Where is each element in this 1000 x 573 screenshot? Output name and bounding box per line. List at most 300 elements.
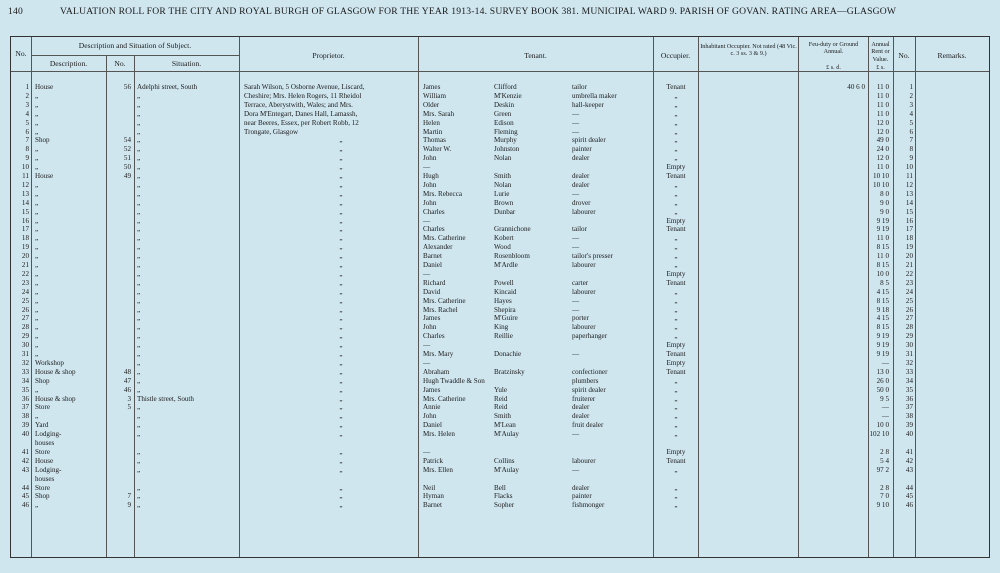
- row-number: 11: [22, 172, 29, 180]
- annual-rent-cell: 97 2: [876, 465, 889, 474]
- situation-cell: „: [137, 198, 141, 207]
- street-number-cell: 52: [123, 145, 131, 154]
- roll-row: [11, 181, 989, 190]
- annual-rent-cell: 26 0: [876, 376, 889, 385]
- description-cell: House: [35, 456, 54, 465]
- occupier-cell: „: [674, 287, 678, 296]
- annual-rent-cell: 8 15: [876, 243, 889, 252]
- tenant-surname: Edison: [494, 118, 514, 127]
- occupier-cell: „: [674, 91, 678, 100]
- situation-cell: „: [137, 163, 141, 172]
- occupier-cell: Tenant: [666, 456, 686, 465]
- proprietor-cell: „: [339, 269, 343, 278]
- tenant-occupation: dealer: [572, 154, 590, 163]
- row-number: 46: [21, 501, 29, 510]
- occupier-cell: „: [674, 296, 678, 305]
- occupier-cell: „: [674, 483, 678, 492]
- description-cell: Lodging-: [35, 430, 62, 439]
- roll-row: [11, 350, 989, 359]
- tenant-occupation: —: [572, 127, 580, 136]
- row-number: 31: [21, 350, 29, 358]
- row-number-right: 37: [905, 403, 913, 412]
- occupier-cell: „: [674, 305, 678, 314]
- roll-row: [11, 484, 989, 493]
- tenant-occupation: dealer: [572, 172, 590, 180]
- situation-cell: „: [137, 225, 141, 234]
- tenant-surname: Grannichone: [494, 225, 531, 234]
- tenant-forename: Charles: [423, 225, 445, 234]
- roll-row: [11, 119, 989, 128]
- occupier-cell: Tenant: [666, 367, 686, 376]
- occupier-cell: Tenant: [666, 83, 686, 91]
- proprietor-cell: „: [339, 358, 343, 367]
- description-cell: Shop: [35, 376, 50, 385]
- roll-row: [11, 359, 989, 368]
- proprietor-cell: „: [339, 421, 343, 430]
- description-cell: „: [35, 163, 39, 172]
- roll-row: [11, 145, 989, 154]
- roll-row: [11, 412, 989, 421]
- row-number: 33: [21, 367, 29, 376]
- row-number-right: 4: [909, 109, 913, 118]
- row-number: 4: [25, 109, 29, 118]
- annual-rent-cell: 8 15: [876, 296, 889, 305]
- row-number: 30: [21, 341, 29, 350]
- proprietor-line: Cheshire; Mrs. Helen Rogers, 11 Rheidol: [244, 91, 362, 100]
- tenant-forename: Hugh: [423, 172, 439, 180]
- proprietor-cell: „: [339, 154, 343, 163]
- roll-row: [11, 261, 989, 270]
- tenant-forename: Patrick: [423, 456, 444, 465]
- proprietor-cell: „: [339, 287, 343, 296]
- situation-cell: Adelphi street, South: [137, 83, 198, 91]
- situation-cell: „: [137, 127, 141, 136]
- description-cell: Store: [35, 403, 50, 412]
- tenant-occupation: —: [572, 350, 580, 358]
- occupier-cell: „: [674, 332, 678, 341]
- annual-rent-cell: 11 0: [876, 234, 889, 243]
- roll-row: [11, 377, 989, 386]
- description-cell: „: [35, 180, 39, 189]
- situation-cell: „: [137, 501, 141, 510]
- occupier-cell: „: [674, 421, 678, 430]
- tenant-surname: Clifford: [494, 83, 517, 91]
- proprietor-cell: „: [339, 207, 343, 216]
- description-cell: „: [35, 385, 39, 394]
- tenant-forename: Abraham: [423, 367, 450, 376]
- proprietor-cell: „: [339, 261, 343, 269]
- tenant-forename: Helen: [423, 118, 440, 127]
- row-number: 22: [21, 269, 29, 278]
- occupier-cell: Empty: [666, 163, 686, 172]
- proprietor-cell: „: [339, 447, 343, 456]
- street-number-cell: 3: [127, 394, 131, 403]
- tenant-surname: Powell: [494, 278, 514, 287]
- header-feu-duty-units: £ s. d.: [826, 64, 841, 71]
- tenant-forename: Older: [423, 100, 440, 109]
- row-number: 25: [21, 296, 29, 305]
- annual-rent-cell: 4 15: [876, 314, 889, 323]
- proprietor-cell: „: [339, 314, 343, 323]
- annual-rent-cell: 4 15: [876, 287, 889, 296]
- row-number-right: 45: [905, 492, 913, 501]
- proprietor-cell: „: [339, 198, 343, 207]
- roll-row: [11, 234, 989, 243]
- description-cell: „: [35, 109, 39, 118]
- row-number: 41: [21, 447, 29, 456]
- tenant-forename: —: [423, 358, 431, 367]
- proprietor-line: Terrace, Aberystwith, Wales; and Mrs.: [244, 100, 353, 109]
- roll-row: [11, 323, 989, 332]
- roll-row: [11, 279, 989, 288]
- occupier-cell: Tenant: [666, 172, 686, 180]
- annual-rent-cell: 11 0: [876, 83, 889, 91]
- roll-row: [11, 136, 989, 145]
- description-cell: Workshop: [35, 358, 64, 367]
- header-feu-duty: Feu-duty or Ground Annual.: [808, 41, 859, 56]
- situation-cell: „: [137, 154, 141, 163]
- proprietor-cell: „: [339, 145, 343, 154]
- tenant-occupation: labourer: [572, 287, 596, 296]
- row-number: 37: [21, 403, 29, 412]
- occupier-cell: „: [674, 145, 678, 154]
- row-number: 43: [21, 465, 29, 474]
- row-number-right: 34: [905, 376, 913, 385]
- annual-rent-cell: —: [881, 412, 889, 421]
- proprietor-cell: „: [339, 189, 343, 198]
- tenant-forename: —: [423, 447, 431, 456]
- situation-cell: „: [137, 109, 141, 118]
- row-number: 9: [25, 154, 29, 163]
- annual-rent-cell: 10 0: [876, 269, 889, 278]
- tenant-surname: Sopher: [494, 501, 515, 510]
- row-number: 8: [25, 145, 29, 154]
- situation-cell: „: [137, 296, 141, 305]
- row-number: 27: [21, 314, 29, 323]
- description-cell: „: [35, 198, 39, 207]
- occupier-cell: „: [674, 492, 678, 501]
- tenant-forename: John: [423, 198, 437, 207]
- tenant-surname: Reid: [494, 394, 508, 403]
- row-number-right: 36: [905, 394, 913, 403]
- header-description-group: Description and Situation of Subject.: [78, 41, 192, 50]
- annual-rent-cell: 50 0: [876, 385, 889, 394]
- description-cell: House: [35, 172, 54, 180]
- situation-cell: „: [137, 412, 141, 421]
- street-number-cell: 49: [123, 172, 131, 180]
- row-number: 23: [21, 278, 29, 287]
- description-cell: „: [35, 91, 39, 100]
- situation-cell: „: [137, 172, 141, 180]
- tenant-surname: Lurie: [494, 189, 510, 198]
- situation-cell: „: [137, 358, 141, 367]
- proprietor-cell: „: [339, 305, 343, 314]
- situation-cell: „: [137, 136, 141, 145]
- row-number-right: 35: [905, 385, 913, 394]
- occupier-cell: „: [674, 394, 678, 403]
- tenant-occupation: —: [572, 465, 580, 474]
- tenant-surname: Donachie: [494, 350, 522, 358]
- tenant-surname: M'Guire: [494, 314, 518, 323]
- tenant-occupation: hall-keeper: [572, 100, 604, 109]
- occupier-cell: Empty: [666, 216, 686, 225]
- row-number: 24: [21, 287, 29, 296]
- roll-row: [11, 243, 989, 252]
- street-number-cell: 51: [123, 154, 131, 163]
- situation-cell: „: [137, 278, 141, 287]
- street-number-cell: 5: [127, 403, 131, 412]
- situation-cell: „: [137, 243, 141, 252]
- header-proprietor: Proprietor.: [312, 51, 345, 60]
- description-cell: „: [35, 154, 39, 163]
- tenant-forename: Mrs. Catherine: [423, 296, 466, 305]
- row-number-right: 42: [905, 456, 913, 465]
- tenant-forename: —: [423, 163, 431, 172]
- tenant-surname: Smith: [494, 412, 511, 421]
- proprietor-cell: „: [339, 501, 343, 510]
- description-cell: „: [35, 252, 39, 261]
- roll-row: [11, 386, 989, 395]
- tenant-surname: Shepira: [494, 305, 516, 314]
- tenant-occupation: —: [572, 243, 580, 252]
- roll-row: [11, 297, 989, 306]
- tenant-forename: Mrs. Catherine: [423, 234, 466, 243]
- occupier-cell: „: [674, 136, 678, 145]
- roll-row: [11, 341, 989, 350]
- situation-cell: „: [137, 350, 141, 358]
- tenant-surname: M'Aulay: [494, 430, 519, 439]
- row-number-right: 3: [909, 100, 913, 109]
- row-number-right: 14: [905, 198, 913, 207]
- tenant-occupation: paperhanger: [572, 332, 608, 341]
- street-number-cell: 7: [127, 492, 131, 501]
- tenant-surname: Collins: [494, 456, 515, 465]
- tenant-occupation: confectioner: [572, 367, 608, 376]
- row-number-right: 43: [905, 465, 913, 474]
- situation-cell: „: [137, 216, 141, 225]
- description-cell: „: [35, 234, 39, 243]
- roll-row: [11, 457, 989, 466]
- annual-rent-cell: 12 0: [876, 154, 889, 163]
- roll-row: [11, 439, 989, 448]
- situation-cell: „: [137, 376, 141, 385]
- annual-rent-cell: —: [881, 358, 889, 367]
- annual-rent-cell: 10 0: [876, 421, 889, 430]
- proprietor-cell: „: [339, 332, 343, 341]
- annual-rent-cell: 5 4: [880, 456, 889, 465]
- row-number-right: 13: [905, 189, 913, 198]
- occupier-cell: Empty: [666, 358, 686, 367]
- row-number: 26: [21, 305, 29, 314]
- row-number-right: 8: [909, 145, 913, 154]
- row-number-right: 27: [905, 314, 913, 323]
- tenant-forename: Mrs. Helen: [423, 430, 455, 439]
- tenant-forename: John: [423, 154, 437, 163]
- description-cell: „: [35, 296, 39, 305]
- roll-row: [11, 154, 989, 163]
- proprietor-cell: „: [339, 403, 343, 412]
- tenant-forename: Alexander: [423, 243, 453, 252]
- situation-cell: „: [137, 332, 141, 341]
- annual-rent-cell: 7 0: [880, 492, 889, 501]
- situation-cell: „: [137, 180, 141, 189]
- annual-rent-cell: 8 15: [876, 261, 889, 269]
- roll-row: [11, 314, 989, 323]
- proprietor-cell: „: [339, 136, 343, 145]
- tenant-forename: Charles: [423, 332, 445, 341]
- annual-rent-cell: 9 19: [876, 341, 889, 350]
- row-number: 13: [21, 189, 29, 198]
- tenant-surname: Bell: [494, 483, 506, 492]
- tenant-surname: Rosenbloom: [494, 252, 530, 261]
- tenant-forename: Barnet: [423, 501, 442, 510]
- row-number-right: 25: [905, 296, 913, 305]
- description-cell: „: [35, 189, 39, 198]
- annual-rent-cell: 8 5: [880, 278, 889, 287]
- tenant-occupation: dealer: [572, 403, 590, 412]
- street-number-cell: 9: [127, 501, 131, 510]
- occupier-cell: „: [674, 403, 678, 412]
- row-number-right: 19: [905, 243, 913, 252]
- tenant-occupation: labourer: [572, 207, 596, 216]
- situation-cell: „: [137, 189, 141, 198]
- tenant-forename: John: [423, 412, 437, 421]
- tenant-occupation: fruiterer: [572, 394, 596, 403]
- row-number-right: 39: [905, 421, 913, 430]
- occupier-cell: Tenant: [666, 278, 686, 287]
- row-number-right: 38: [905, 412, 913, 421]
- header-no: No.: [15, 49, 27, 58]
- proprietor-cell: „: [339, 394, 343, 403]
- annual-rent-cell: 11 0: [876, 252, 889, 261]
- annual-rent-cell: 9 0: [880, 198, 889, 207]
- tenant-forename: David: [423, 287, 441, 296]
- occupier-cell: „: [674, 198, 678, 207]
- description-cell: „: [35, 118, 39, 127]
- street-number-cell: 46: [123, 385, 131, 394]
- annual-rent-cell: 9 5: [880, 394, 889, 403]
- tenant-forename: Walter W.: [423, 145, 452, 154]
- description-cell: Store: [35, 483, 50, 492]
- situation-cell: „: [137, 252, 141, 261]
- tenant-occupation: fishmonger: [572, 501, 605, 510]
- tenant-surname: Nolan: [494, 154, 512, 163]
- proprietor-cell: „: [339, 225, 343, 234]
- tenant-surname: Smith: [494, 172, 511, 180]
- situation-cell: „: [137, 118, 141, 127]
- tenant-surname: Johnston: [494, 145, 520, 154]
- roll-row: [11, 92, 989, 101]
- row-number: 21: [21, 261, 29, 269]
- roll-row: [11, 395, 989, 404]
- description-cell: „: [35, 127, 39, 136]
- roll-row: [11, 110, 989, 119]
- occupier-cell: „: [674, 207, 678, 216]
- roll-row: [11, 403, 989, 412]
- tenant-forename: Daniel: [423, 421, 442, 430]
- row-number-right: 1: [909, 83, 913, 91]
- tenant-surname: Kincaid: [494, 287, 517, 296]
- situation-cell: „: [137, 492, 141, 501]
- row-number-right: 22: [905, 269, 913, 278]
- description-cell: Store: [35, 447, 50, 456]
- proprietor-line: Trongate, Glasgow: [244, 127, 299, 136]
- tenant-surname: Murphy: [494, 136, 517, 145]
- annual-rent-cell: 102 10: [869, 430, 889, 439]
- tenant-occupation: spirit dealer: [572, 136, 606, 145]
- header-description: Description.: [49, 59, 88, 68]
- tenant-surname: Deskin: [494, 100, 515, 109]
- street-number-cell: 48: [123, 367, 131, 376]
- row-number-right: 16: [905, 216, 913, 225]
- occupier-cell: „: [674, 501, 678, 510]
- occupier-cell: „: [674, 189, 678, 198]
- tenant-forename: James: [423, 83, 441, 91]
- tenant-occupation: tailor's presser: [572, 252, 613, 261]
- proprietor-cell: „: [339, 163, 343, 172]
- proprietor-cell: „: [339, 180, 343, 189]
- tenant-forename: —: [423, 341, 431, 350]
- tenant-forename: Daniel: [423, 261, 442, 269]
- tenant-forename: Mrs. Rachel: [423, 305, 458, 314]
- row-number-right: 26: [905, 305, 913, 314]
- proprietor-cell: „: [339, 483, 343, 492]
- occupier-cell: „: [674, 323, 678, 332]
- header-street-no: No.: [114, 59, 126, 68]
- row-number: 17: [21, 225, 29, 234]
- occupier-cell: „: [674, 180, 678, 189]
- situation-cell: „: [137, 465, 141, 474]
- occupier-cell: „: [674, 100, 678, 109]
- tenant-forename: —: [423, 216, 431, 225]
- occupier-cell: „: [674, 465, 678, 474]
- proprietor-cell: „: [339, 350, 343, 358]
- header-no-right: No.: [898, 51, 910, 60]
- tenant-occupation: —: [572, 305, 580, 314]
- tenant-occupation: drover: [572, 198, 591, 207]
- row-number-right: 11: [906, 172, 913, 180]
- occupier-cell: „: [674, 412, 678, 421]
- annual-rent-cell: 9 19: [876, 216, 889, 225]
- row-number-right: 33: [905, 367, 913, 376]
- row-number: 34: [21, 376, 29, 385]
- description-cell: „: [35, 100, 39, 109]
- row-number: 29: [21, 332, 29, 341]
- situation-cell: „: [137, 385, 141, 394]
- tenant-forename: Annie: [423, 403, 441, 412]
- header-situation: Situation.: [171, 59, 202, 68]
- description-cell: „: [35, 350, 39, 358]
- tenant-surname: Reillie: [494, 332, 513, 341]
- header-annual-rent: Annual Rent or Value.: [871, 41, 890, 63]
- tenant-surname: Reid: [494, 403, 508, 412]
- situation-cell: „: [137, 234, 141, 243]
- description-cell: House & shop: [35, 367, 76, 376]
- row-number-right: 28: [905, 323, 913, 332]
- tenant-forename: Hyman: [423, 492, 444, 501]
- annual-rent-cell: 9 0: [880, 207, 889, 216]
- row-number: 18: [21, 234, 29, 243]
- row-number: 19: [21, 243, 29, 252]
- annual-rent-cell: —: [881, 403, 889, 412]
- proprietor-cell: „: [339, 465, 343, 474]
- occupier-cell: „: [674, 261, 678, 269]
- roll-row: [11, 368, 989, 377]
- occupier-cell: Empty: [666, 269, 686, 278]
- tenant-surname: Yule: [494, 385, 508, 394]
- description-cell: Shop: [35, 492, 50, 501]
- situation-cell: „: [137, 269, 141, 278]
